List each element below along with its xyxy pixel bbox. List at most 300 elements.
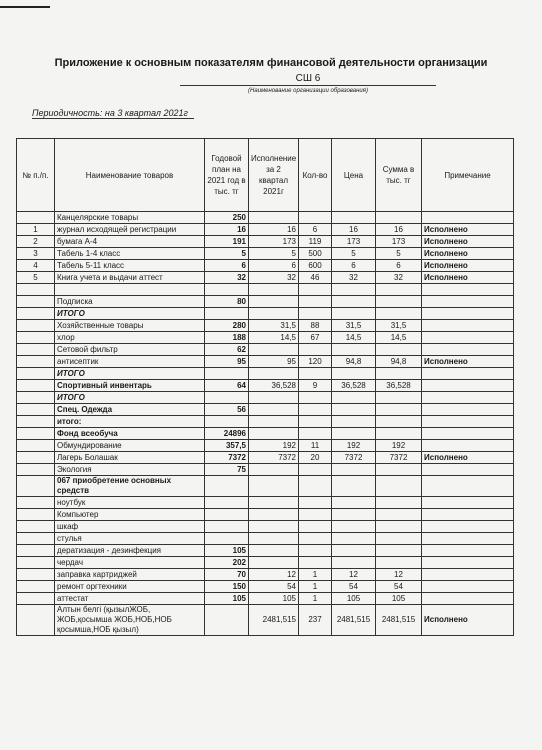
cell-name: Табель 1-4 класс (55, 248, 205, 260)
cell-executed (249, 464, 299, 476)
cell-qty (299, 416, 332, 428)
table-row (17, 380, 514, 392)
cell-number (17, 344, 55, 356)
period-label: Периодичность: на 3 квартал 2021г (32, 108, 194, 119)
cell-qty (299, 308, 332, 320)
indicators-table (16, 138, 514, 636)
cell-qty: 11 (299, 440, 332, 452)
cell-executed (249, 416, 299, 428)
cell-name: журнал исходящей регистрации (55, 224, 205, 236)
cell-number (17, 368, 55, 380)
cell-plan (205, 521, 249, 533)
cell-number: 2 (17, 236, 55, 248)
cell-note (422, 344, 514, 356)
cell-name: ИТОГО (55, 308, 205, 320)
cell-number (17, 509, 55, 521)
cell-qty: 1 (299, 569, 332, 581)
cell-sum (376, 212, 422, 224)
table-row (17, 344, 514, 356)
cell-plan (205, 392, 249, 404)
cell-price (332, 392, 376, 404)
cell-name: ремонт оргтехники (55, 581, 205, 593)
cell-note: Исполнено (422, 605, 514, 636)
cell-price (332, 464, 376, 476)
table-header-row (17, 139, 514, 212)
cell-name: Обмундирование (55, 440, 205, 452)
cell-note (422, 284, 514, 296)
cell-plan (205, 533, 249, 545)
cell-plan: 250 (205, 212, 249, 224)
cell-name: хлор (55, 332, 205, 344)
cell-number (17, 392, 55, 404)
cell-note: Исполнено (422, 272, 514, 284)
cell-sum (376, 392, 422, 404)
cell-number (17, 497, 55, 509)
cell-sum: 12 (376, 569, 422, 581)
cell-plan: 80 (205, 296, 249, 308)
cell-name: ноутбук (55, 497, 205, 509)
cell-executed: 36,528 (249, 380, 299, 392)
cell-name: Спортивный инвентарь (55, 380, 205, 392)
cell-plan: 105 (205, 545, 249, 557)
cell-qty: 6 (299, 224, 332, 236)
cell-plan (205, 416, 249, 428)
cell-number (17, 416, 55, 428)
table-row (17, 452, 514, 464)
cell-sum (376, 284, 422, 296)
cell-plan: 16 (205, 224, 249, 236)
cell-sum: 7372 (376, 452, 422, 464)
cell-name: ИТОГО (55, 368, 205, 380)
col-header-sum: Сумма в тыс. тг (376, 139, 422, 212)
cell-sum: 5 (376, 248, 422, 260)
cell-qty (299, 284, 332, 296)
cell-note (422, 569, 514, 581)
cell-executed (249, 404, 299, 416)
cell-sum (376, 368, 422, 380)
cell-number (17, 284, 55, 296)
cell-sum (376, 428, 422, 440)
table-row (17, 605, 514, 636)
cell-sum (376, 509, 422, 521)
cell-number (17, 296, 55, 308)
table-row (17, 308, 514, 320)
cell-price: 105 (332, 593, 376, 605)
cell-plan: 188 (205, 332, 249, 344)
cell-executed (249, 476, 299, 497)
table-row (17, 416, 514, 428)
cell-price: 36,528 (332, 380, 376, 392)
cell-number (17, 404, 55, 416)
cell-executed: 31,5 (249, 320, 299, 332)
cell-number: 4 (17, 260, 55, 272)
cell-note (422, 464, 514, 476)
cell-number (17, 452, 55, 464)
cell-qty: 20 (299, 452, 332, 464)
cell-price (332, 557, 376, 569)
cell-sum (376, 557, 422, 569)
cell-price: 32 (332, 272, 376, 284)
cell-note: Исполнено (422, 248, 514, 260)
table-row (17, 284, 514, 296)
cell-qty (299, 344, 332, 356)
cell-note (422, 509, 514, 521)
cell-plan: 7372 (205, 452, 249, 464)
cell-qty: 1 (299, 581, 332, 593)
cell-price (332, 368, 376, 380)
cell-note (422, 440, 514, 452)
cell-plan: 24896 (205, 428, 249, 440)
cell-name: Книга учета и выдачи аттест (55, 272, 205, 284)
cell-price (332, 521, 376, 533)
cell-plan: 62 (205, 344, 249, 356)
cell-plan: 105 (205, 593, 249, 605)
cell-number (17, 380, 55, 392)
cell-executed: 14,5 (249, 332, 299, 344)
cell-note (422, 428, 514, 440)
cell-sum: 31,5 (376, 320, 422, 332)
cell-note (422, 476, 514, 497)
table-row (17, 569, 514, 581)
cell-price: 16 (332, 224, 376, 236)
cell-sum: 14,5 (376, 332, 422, 344)
cell-price: 6 (332, 260, 376, 272)
col-header-price: Цена (332, 139, 376, 212)
cell-qty (299, 533, 332, 545)
cell-name: ИТОГО (55, 392, 205, 404)
cell-number: 5 (17, 272, 55, 284)
cell-sum (376, 404, 422, 416)
top-rule (0, 6, 50, 8)
cell-qty: 88 (299, 320, 332, 332)
cell-plan: 64 (205, 380, 249, 392)
col-header-executed: Исполнение за 2 квартал 2021г (249, 139, 299, 212)
table-row (17, 368, 514, 380)
cell-sum (376, 533, 422, 545)
cell-plan (205, 476, 249, 497)
cell-sum (376, 308, 422, 320)
cell-qty: 500 (299, 248, 332, 260)
table-row (17, 476, 514, 497)
cell-price: 5 (332, 248, 376, 260)
cell-number (17, 533, 55, 545)
cell-note (422, 392, 514, 404)
cell-sum: 94,8 (376, 356, 422, 368)
table-row (17, 248, 514, 260)
cell-plan: 70 (205, 569, 249, 581)
cell-sum: 54 (376, 581, 422, 593)
cell-price: 173 (332, 236, 376, 248)
cell-price: 94,8 (332, 356, 376, 368)
cell-qty (299, 212, 332, 224)
cell-plan: 280 (205, 320, 249, 332)
cell-executed (249, 212, 299, 224)
table-row (17, 509, 514, 521)
col-header-note: Примечание (422, 139, 514, 212)
table-row (17, 212, 514, 224)
cell-name: Спец. Одежда (55, 404, 205, 416)
cell-sum: 32 (376, 272, 422, 284)
cell-qty (299, 476, 332, 497)
cell-price: 12 (332, 569, 376, 581)
col-header-qty: Кол-во (299, 139, 332, 212)
cell-sum: 173 (376, 236, 422, 248)
table-row (17, 545, 514, 557)
cell-number (17, 464, 55, 476)
cell-name: итого: (55, 416, 205, 428)
cell-note (422, 581, 514, 593)
col-header-name: Наименование товаров (55, 139, 205, 212)
cell-name: Алтын белгі (қызылЖОБ, ЖОБ,қосымша ЖОБ,НОБ,НОБ қосымша,НОБ қызыл) (55, 605, 205, 636)
cell-note (422, 557, 514, 569)
cell-number (17, 593, 55, 605)
cell-plan: 202 (205, 557, 249, 569)
cell-qty (299, 557, 332, 569)
cell-plan: 6 (205, 260, 249, 272)
cell-number (17, 557, 55, 569)
table-body (17, 212, 514, 636)
cell-qty: 600 (299, 260, 332, 272)
cell-price: 2481,515 (332, 605, 376, 636)
cell-name: Лагерь Болашак (55, 452, 205, 464)
cell-number: 3 (17, 248, 55, 260)
table-row (17, 296, 514, 308)
cell-note (422, 533, 514, 545)
cell-price: 54 (332, 581, 376, 593)
cell-plan: 5 (205, 248, 249, 260)
cell-executed (249, 521, 299, 533)
cell-price (332, 509, 376, 521)
cell-qty (299, 521, 332, 533)
cell-number: 1 (17, 224, 55, 236)
cell-price (332, 476, 376, 497)
table-row (17, 497, 514, 509)
table-row (17, 464, 514, 476)
cell-qty: 119 (299, 236, 332, 248)
cell-executed: 105 (249, 593, 299, 605)
cell-price (332, 416, 376, 428)
cell-number (17, 569, 55, 581)
cell-sum (376, 545, 422, 557)
table-row (17, 260, 514, 272)
cell-sum (376, 476, 422, 497)
cell-name: Табель 5-11 класс (55, 260, 205, 272)
cell-executed (249, 284, 299, 296)
cell-price (332, 296, 376, 308)
cell-executed: 192 (249, 440, 299, 452)
cell-sum: 6 (376, 260, 422, 272)
cell-name: 067 приобретение основных средств (55, 476, 205, 497)
cell-note (422, 404, 514, 416)
cell-name: чердач (55, 557, 205, 569)
cell-sum: 2481,515 (376, 605, 422, 636)
cell-plan (205, 368, 249, 380)
cell-note: Исполнено (422, 356, 514, 368)
cell-name: Канцелярские товары (55, 212, 205, 224)
cell-executed (249, 344, 299, 356)
cell-qty: 9 (299, 380, 332, 392)
cell-name: Фонд всеобуча (55, 428, 205, 440)
cell-sum: 192 (376, 440, 422, 452)
cell-qty (299, 545, 332, 557)
cell-name: дератизация - дезинфекция (55, 545, 205, 557)
cell-sum (376, 296, 422, 308)
cell-qty: 1 (299, 593, 332, 605)
cell-price: 192 (332, 440, 376, 452)
cell-plan: 357,5 (205, 440, 249, 452)
cell-executed: 32 (249, 272, 299, 284)
table-row (17, 356, 514, 368)
cell-name (55, 284, 205, 296)
cell-plan: 75 (205, 464, 249, 476)
cell-qty (299, 392, 332, 404)
cell-plan (205, 284, 249, 296)
cell-sum (376, 416, 422, 428)
cell-number (17, 308, 55, 320)
cell-executed (249, 509, 299, 521)
cell-executed (249, 368, 299, 380)
cell-number (17, 605, 55, 636)
table-row (17, 533, 514, 545)
cell-price (332, 212, 376, 224)
col-header-number: № п./п. (17, 139, 55, 212)
cell-name: бумага А-4 (55, 236, 205, 248)
cell-price (332, 497, 376, 509)
cell-number (17, 212, 55, 224)
organization-hint: (Наименование организации образования) (248, 88, 368, 94)
cell-sum (376, 344, 422, 356)
cell-executed (249, 557, 299, 569)
cell-note (422, 521, 514, 533)
organization-name: СШ 6 (180, 73, 436, 86)
cell-name: заправка картриджей (55, 569, 205, 581)
cell-sum (376, 521, 422, 533)
cell-note (422, 308, 514, 320)
cell-price: 14,5 (332, 332, 376, 344)
cell-price (332, 344, 376, 356)
cell-plan (205, 605, 249, 636)
cell-number (17, 521, 55, 533)
cell-qty (299, 404, 332, 416)
cell-note (422, 416, 514, 428)
cell-plan (205, 497, 249, 509)
cell-name: Компьютер (55, 509, 205, 521)
cell-number (17, 356, 55, 368)
cell-price: 31,5 (332, 320, 376, 332)
cell-note: Исполнено (422, 452, 514, 464)
table-row (17, 332, 514, 344)
cell-price (332, 284, 376, 296)
table-row (17, 224, 514, 236)
cell-number (17, 428, 55, 440)
cell-price: 7372 (332, 452, 376, 464)
cell-note (422, 296, 514, 308)
cell-name: Подписка (55, 296, 205, 308)
cell-number (17, 332, 55, 344)
document-title: Приложение к основным показателям финансовой деятельности организации (54, 57, 488, 69)
table-row (17, 272, 514, 284)
cell-note (422, 380, 514, 392)
cell-note (422, 593, 514, 605)
cell-plan (205, 308, 249, 320)
cell-note (422, 497, 514, 509)
cell-number (17, 320, 55, 332)
cell-name: шкаф (55, 521, 205, 533)
cell-executed: 12 (249, 569, 299, 581)
cell-sum (376, 464, 422, 476)
cell-executed: 6 (249, 260, 299, 272)
cell-executed (249, 308, 299, 320)
table-row (17, 593, 514, 605)
cell-number (17, 440, 55, 452)
cell-note (422, 332, 514, 344)
cell-qty (299, 497, 332, 509)
table-row (17, 320, 514, 332)
cell-qty (299, 428, 332, 440)
table-row (17, 557, 514, 569)
cell-executed (249, 497, 299, 509)
cell-sum: 105 (376, 593, 422, 605)
cell-executed (249, 296, 299, 308)
cell-qty: 120 (299, 356, 332, 368)
cell-number (17, 476, 55, 497)
cell-price (332, 545, 376, 557)
cell-qty: 237 (299, 605, 332, 636)
cell-executed (249, 545, 299, 557)
cell-note: Исполнено (422, 224, 514, 236)
cell-name: аттестат (55, 593, 205, 605)
cell-number (17, 545, 55, 557)
table-row (17, 521, 514, 533)
col-header-plan: Годовой план на 2021 год в тыс. тг (205, 139, 249, 212)
cell-price (332, 308, 376, 320)
cell-note (422, 545, 514, 557)
cell-plan: 32 (205, 272, 249, 284)
cell-qty (299, 509, 332, 521)
cell-sum: 36,528 (376, 380, 422, 392)
cell-executed: 5 (249, 248, 299, 260)
cell-executed: 173 (249, 236, 299, 248)
table-row (17, 392, 514, 404)
cell-plan: 150 (205, 581, 249, 593)
cell-sum: 16 (376, 224, 422, 236)
cell-plan (205, 509, 249, 521)
table-row (17, 404, 514, 416)
cell-plan: 56 (205, 404, 249, 416)
cell-note (422, 320, 514, 332)
cell-price (332, 404, 376, 416)
table-row (17, 428, 514, 440)
table-row (17, 440, 514, 452)
cell-qty (299, 368, 332, 380)
cell-executed (249, 533, 299, 545)
cell-name: Сетовой фильтр (55, 344, 205, 356)
cell-plan: 191 (205, 236, 249, 248)
cell-sum (376, 497, 422, 509)
cell-executed: 16 (249, 224, 299, 236)
cell-executed (249, 392, 299, 404)
cell-executed (249, 428, 299, 440)
cell-name: антисептик (55, 356, 205, 368)
table-row (17, 581, 514, 593)
cell-executed: 2481,515 (249, 605, 299, 636)
cell-plan: 95 (205, 356, 249, 368)
cell-note (422, 368, 514, 380)
cell-number (17, 581, 55, 593)
cell-qty: 46 (299, 272, 332, 284)
cell-name: Экология (55, 464, 205, 476)
cell-name: Хозяйственные товары (55, 320, 205, 332)
